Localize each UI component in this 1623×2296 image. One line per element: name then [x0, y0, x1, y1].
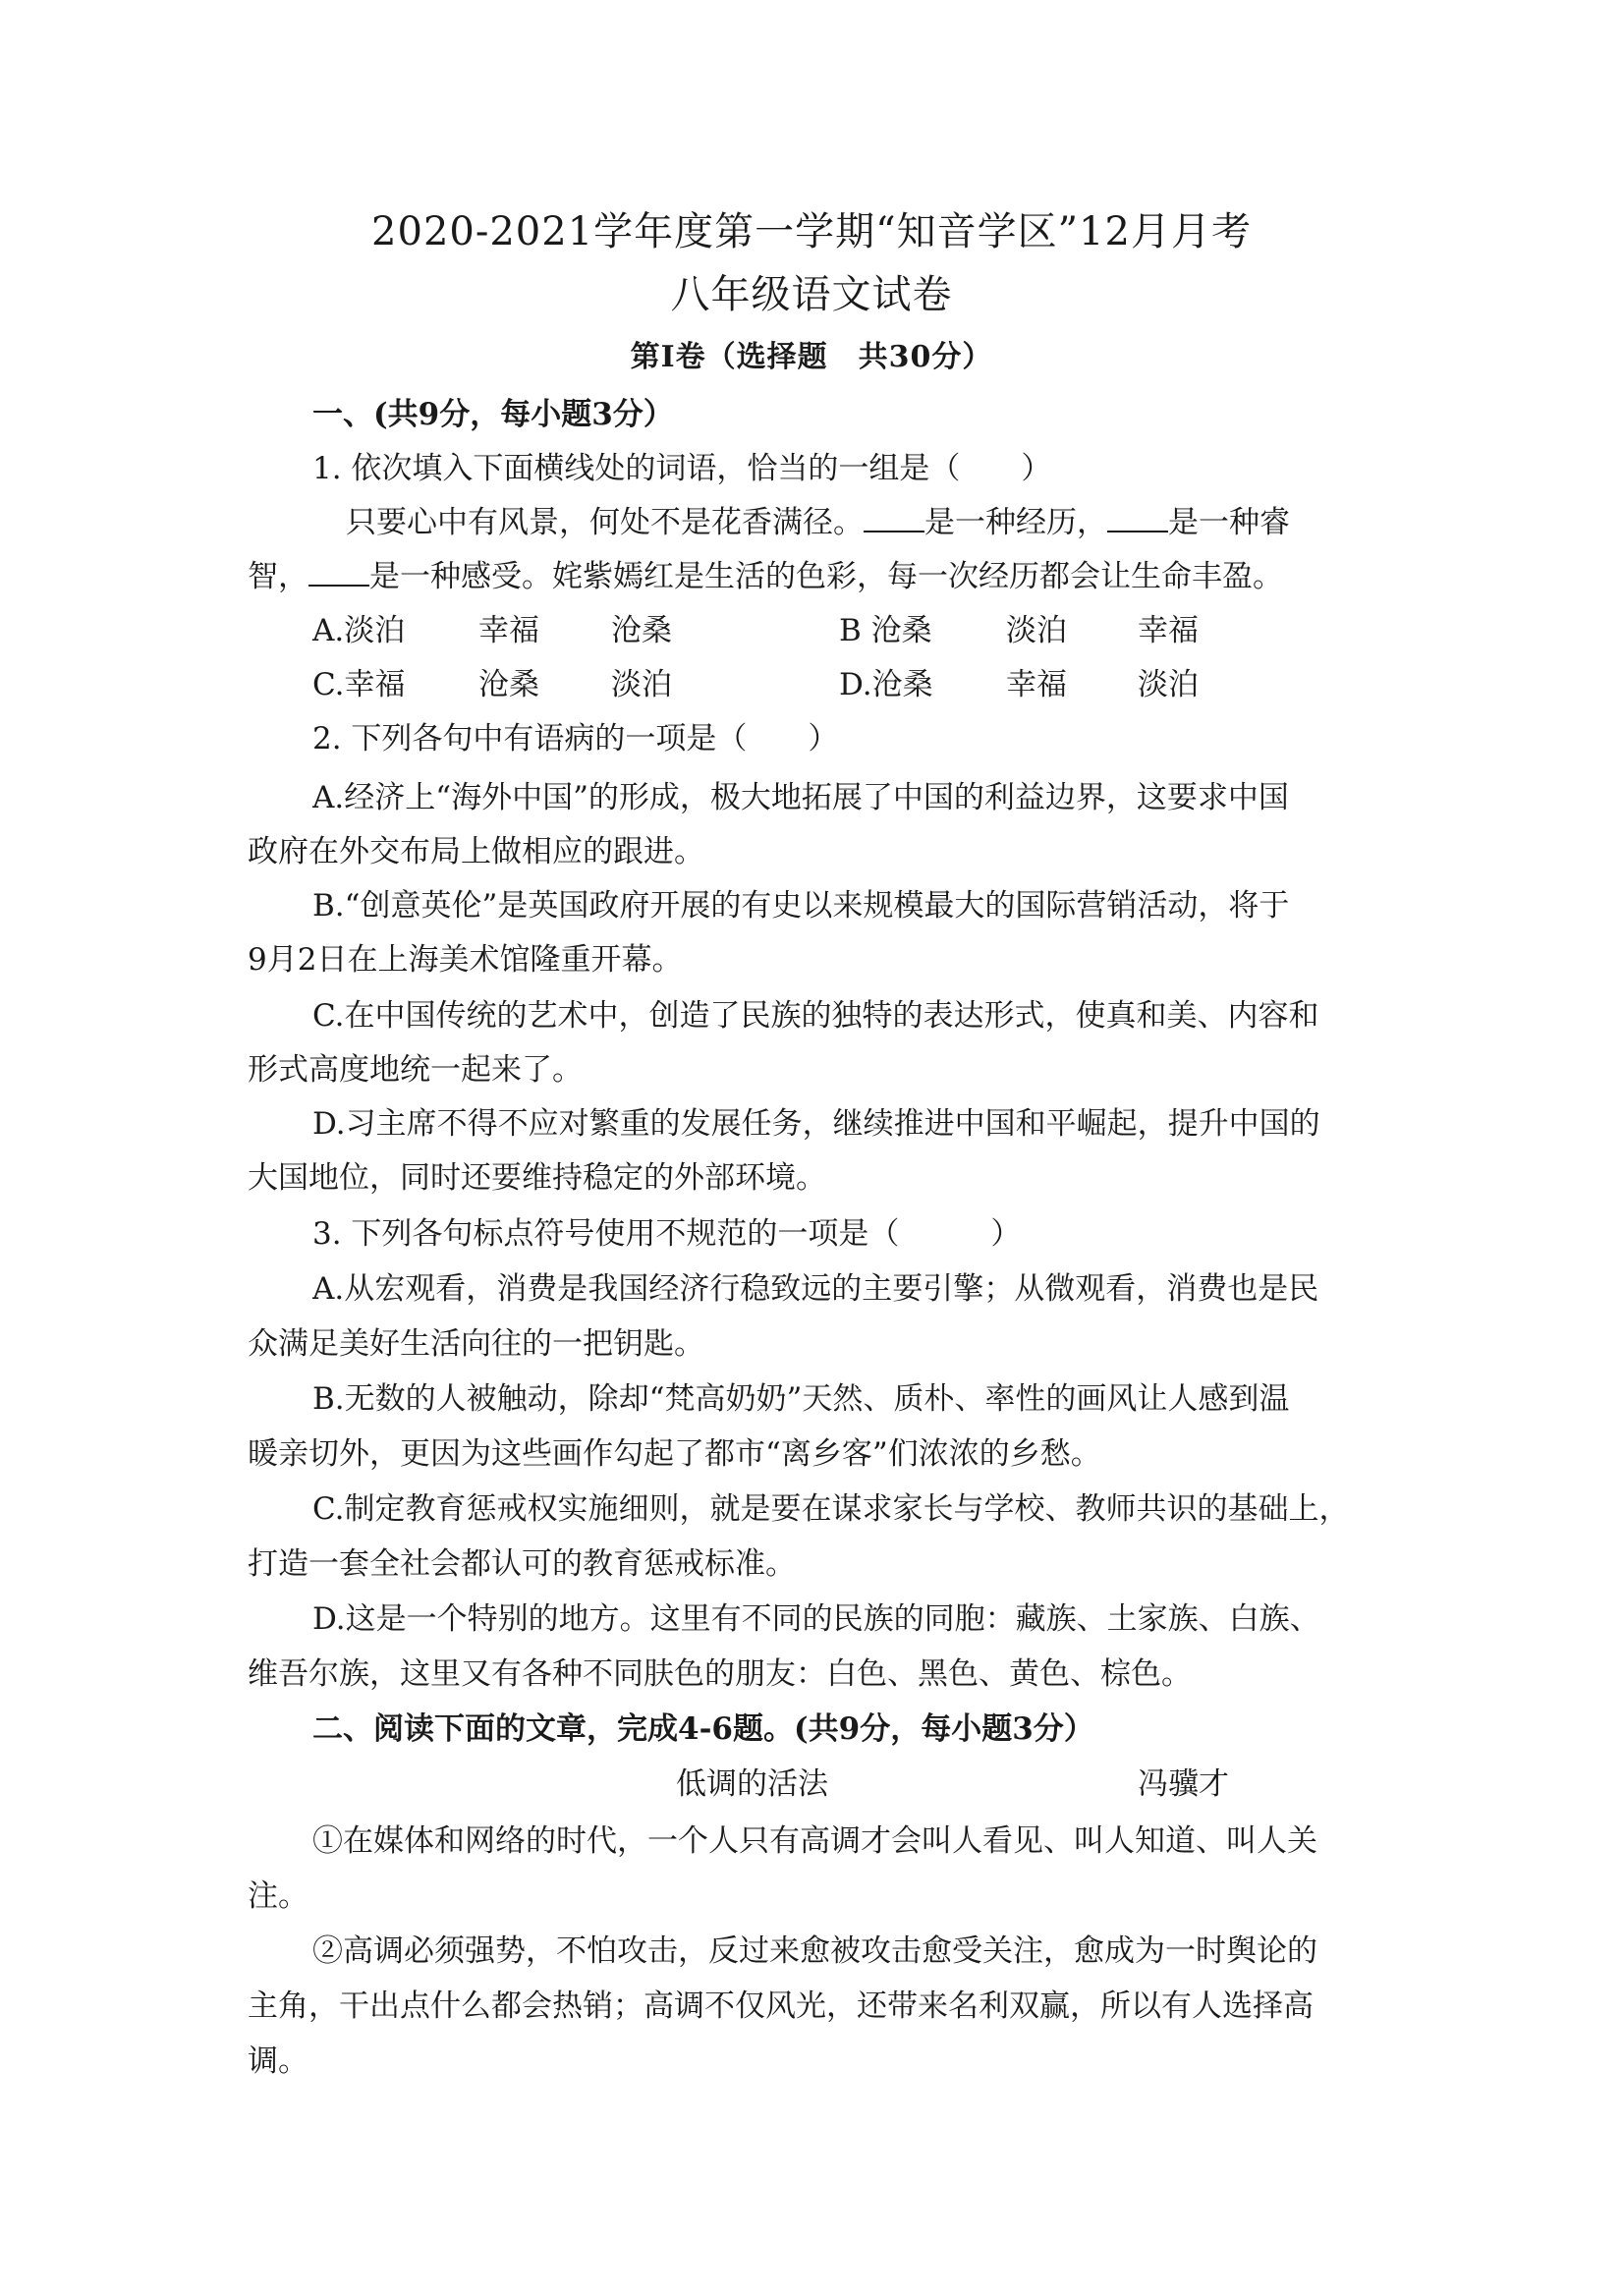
q1-option-d-word2: 幸福	[1006, 667, 1067, 702]
q1-option-a-word3: 沧桑	[611, 613, 672, 648]
q2-line: 大国地位，同时还要维持稳定的外部环境。	[248, 1160, 826, 1196]
exam-title-line2: 八年级语文试卷	[670, 272, 953, 317]
q1-option-b-word2: 淡泊	[1006, 613, 1067, 648]
section2-heading: 二、阅读下面的文章，完成4-6题。(共9分，每小题3分）	[312, 1711, 1094, 1747]
q1-passage-text2: 是一种经历，	[924, 505, 1107, 540]
article-author: 冯骥才	[1138, 1766, 1229, 1802]
article-line: ①在媒体和网络的时代，一个人只有高调才会叫人看见、叫人知道、叫人关	[312, 1823, 1317, 1859]
article-line: 调。	[248, 2044, 308, 2079]
q3-line: 维吾尔族，这里又有各种不同肤色的朋友：白色、黑色、黄色、棕色。	[248, 1656, 1192, 1692]
q2-line: C.在中国传统的艺术中，创造了民族的独特的表达形式，使真和美、内容和	[312, 998, 1319, 1034]
article-line: 注。	[248, 1878, 308, 1914]
q2-line: A.经济上“海外中国”的形成，极大地拓展了中国的利益边界，这要求中国	[312, 780, 1289, 815]
volume-heading: 第Ⅰ卷（选择题 共30分）	[630, 340, 993, 374]
q1-option-c: C.幸福	[312, 667, 406, 702]
q1-option-b: B 沧桑	[839, 613, 932, 648]
q1-blank-2	[1107, 505, 1168, 532]
q2-line: B.“创意英伦”是英国政府开展的有史以来规模最大的国际营销活动，将于	[312, 888, 1290, 924]
q1-stem: 1. 依次填入下面横线处的词语，恰当的一组是（ ）	[312, 451, 1052, 486]
section1-heading: 一、(共9分，每小题3分）	[312, 397, 674, 432]
q3-line: A.从宏观看，消费是我国经济行稳致远的主要引擎；从微观看，消费也是民	[312, 1271, 1319, 1307]
q3-line: 打造一套全社会都认可的教育惩戒标准。	[248, 1546, 796, 1582]
q1-passage-line1	[346, 501, 1387, 544]
q2-line: D.习主席不得不应对繁重的发展任务，继续推进中国和平崛起，提升中国的	[312, 1106, 1320, 1142]
q2-line: 形式高度地统一起来了。	[248, 1052, 583, 1088]
q1-option-b-word3: 幸福	[1138, 613, 1199, 648]
q1-passage-text1: 只要心中有风景，何处不是花香满径。	[346, 505, 864, 540]
q1-passage-text3: 是一种睿	[1168, 505, 1290, 540]
q1-passage-text4: 智，	[248, 559, 308, 594]
q3-line: 众满足美好生活向往的一把钥匙。	[248, 1326, 704, 1362]
q1-blank-1	[864, 505, 924, 532]
q1-option-d: D.沧桑	[839, 667, 933, 702]
q3-stem: 3. 下列各句标点符号使用不规范的一项是（ ）	[312, 1216, 1022, 1252]
q1-option-a: A.淡泊	[312, 613, 406, 648]
q3-line: 暖亲切外，更因为这些画作勾起了都市“离乡客”们浓浓的乡愁。	[248, 1436, 1101, 1472]
q3-line: C.制定教育惩戒权实施细则，就是要在谋求家长与学校、教师共识的基础上，	[312, 1491, 1350, 1527]
article-line: ②高调必须强势，不怕攻击，反过来愈被攻击愈受关注，愈成为一时舆论的	[312, 1933, 1317, 1969]
q3-line: B.无数的人被触动，除却“梵高奶奶”天然、质朴、率性的画风让人感到温	[312, 1381, 1290, 1417]
article-title: 低调的活法	[676, 1766, 828, 1802]
q2-stem: 2. 下列各句中有语病的一项是（ ）	[312, 721, 839, 756]
q1-option-c-word2: 沧桑	[478, 667, 539, 702]
q1-option-c-word3: 淡泊	[611, 667, 672, 702]
q1-passage-line2	[248, 555, 1387, 598]
q1-option-d-word3: 淡泊	[1138, 667, 1199, 702]
article-line: 主角，干出点什么都会热销；高调不仅风光，还带来名利双赢，所以有人选择高	[248, 1988, 1314, 2024]
q3-line: D.这是一个特别的地方。这里有不同的民族的同胞：藏族、土家族、白族、	[312, 1601, 1320, 1637]
q1-option-a-word2: 幸福	[478, 613, 539, 648]
exam-title-line1: 2020-2021学年度第一学期“知音学区”12月月考	[371, 209, 1252, 254]
q2-line: 9月2日在上海美术馆隆重开幕。	[248, 942, 683, 978]
q1-blank-3	[308, 559, 369, 587]
q1-passage-text5: 是一种感受。姹紫嫣红是生活的色彩，每一次经历都会让生命丰盈。	[369, 559, 1283, 594]
q2-line: 政府在外交布局上做相应的跟进。	[248, 834, 704, 869]
